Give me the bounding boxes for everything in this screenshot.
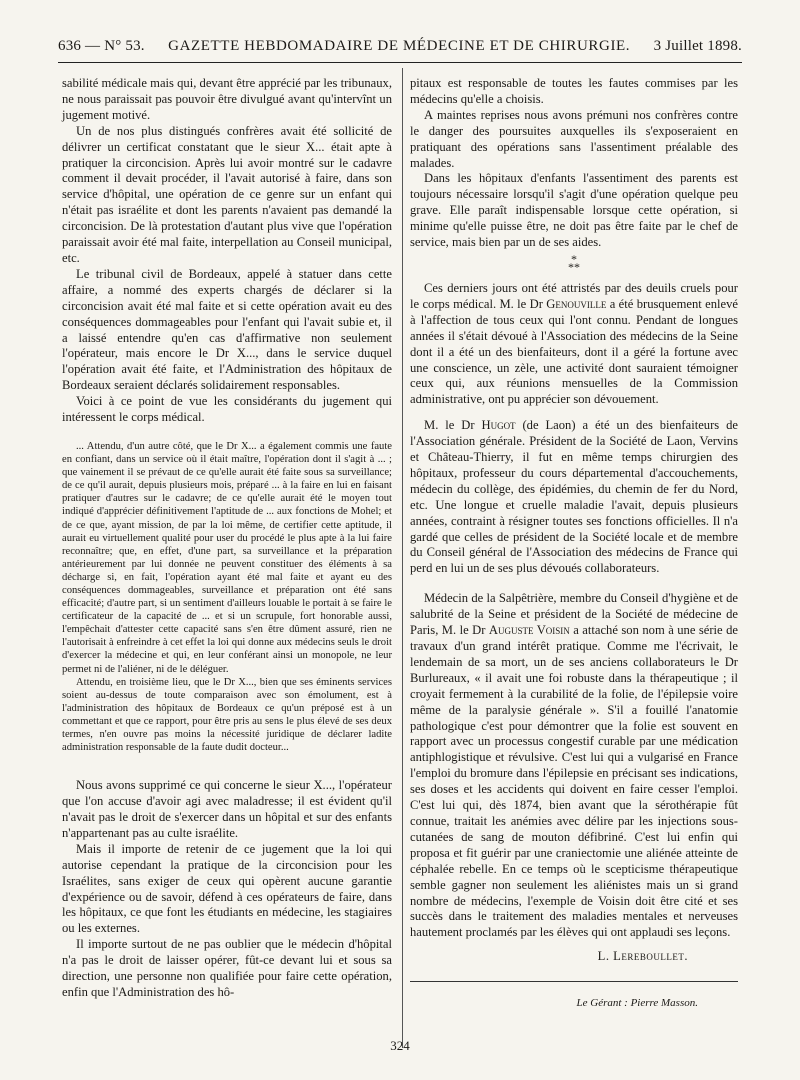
paragraph: Il importe surtout de ne pas oublier que le médecin d'hôpital n'a pas le droit de laisser opérer, fût-ce devant lui et sous sa direction, une personne non qualifiée pour faire cette opération, enfin que l'Administration des hô- xyxy=(62,937,392,999)
paragraph: Mais il importe de retenir de ce jugement que la loi qui autorise cependant la pratique de la circoncision pour les Israélites, sans exiger de ceux qui opèrent aucune garantie d'expérience ou de savoir, défend à ces opérateurs de faire, dans les hôpitaux, ce que font les étudiants en médecine, les stagiaires ou les externes. xyxy=(62,841,392,936)
person-name: Hugot xyxy=(481,418,516,433)
sheet-number: 324 xyxy=(390,1038,410,1053)
paragraph: pitaux est responsable de toutes les fautes commises par les médecins qu'elle a choisis. xyxy=(410,76,738,106)
asterism-right: * xyxy=(574,259,580,274)
author-signature: L. Lereboullet. xyxy=(597,949,688,964)
paragraph: Nous avons supprimé ce qui concerne le sieur X..., l'opérateur que l'on accuse d'avoir agi avec maladresse; il est évident qu'il n'avait pas le droit de s'exercer dans un hôpital et sur des enfants n'appartenant pas au culte israélite. xyxy=(62,778,392,840)
asterism-top: * xyxy=(571,251,577,266)
text-run: Médecin de la Salpêtrière, membre du Conseil d'hygiène et de salubrité de la Seine et président de la Société de médecine de Paris, M. le Dr xyxy=(410,591,738,638)
text-run: a été brusquement enlevé à l'affection de tous ceux qui l'ont connu. Pendant de longues années il s'était dévoué à l'Association des médecins de la Seine dont il a été un des bienfaiteurs, dont il a géré la fortune avec une conscience, un zèle, une activité dont sauraient témoigner ceux qui, aux réunions mensuelles de la Commission administrative, ont pu apprécier son dévouement. xyxy=(410,296,738,407)
page-number: 636 — N° 53. xyxy=(58,38,145,54)
right-column xyxy=(410,76,738,1012)
text-run: Ces derniers jours ont été attristés par des deuils cruels pour le corps médical. M. le Dr xyxy=(410,280,738,311)
judgment-quote: Attendu, en troisième lieu, que le Dr X..., bien que ses éminents services soient au-dessus de toute comparaison avec son émolument, est à l'administration des hôpitaux de Bordeaux ce qu'un préposé est à un commettant et que ce rapport, pour être pris au sens le plus élevé de ses deux termes, n'en ouvre pas moins la nécessité juridique de déclarer ladite administration responsable de la faute dudit docteur... xyxy=(62,676,392,754)
person-name: Genouville xyxy=(546,296,607,311)
paragraph: Le tribunal civil de Bordeaux, appelé à statuer dans cette affaire, a nommé des experts chargés de déclarer si la circoncision avait été mal faite et si cette opération avait eu des conséquences dommageables pour l'enfant qui l'avait subie et, il a laissé entendre qu'en cas d'affirmative non seulement l'opérateur, mais encore le Dr X..., dans le service duquel l'opération avait été faite, et l'Administration des hôpitaux de Bordeaux seraient déclarés solidairement responsables. xyxy=(62,266,392,393)
journal-title: GAZETTE HEBDOMADAIRE DE MÉDECINE ET DE CHIRURGIE. xyxy=(168,38,631,54)
left-column xyxy=(62,76,392,1001)
paragraph: A maintes reprises nous avons prémuni nos confrères contre le danger des poursuites auxquelles ils s'exposeraient en pratiquant des opérations sans l'assentiment préalable des malades. xyxy=(410,107,738,170)
person-name: Auguste Voisin xyxy=(488,623,570,638)
section-asterism xyxy=(410,251,738,274)
paragraph: Un de nos plus distingués confrères avait été sollicité de délivrer un certificat constatant que le sieur X... était apte à pratiquer la circoncision. Après lui avoir montré sur le cadavre comment il devait procéder, il l'avait autorisé à faire, dans son service d'hôpital, une opération de ce genre sur un enfant qui n'était pas israélite et dont les parents n'avaient pas demandé la circoncision. De là protestation d'autant plus vive que l'opération paraissait avoir été mal faite, interpellation au Conseil municipal, etc. xyxy=(62,123,392,265)
text-run: (de Laon) a été un des bienfaiteurs de l'Association générale. Président de la Société de Laon, Vervins et Château-Thierry, il fut en même temps chirurgien des hôpitaux, professeur du cours départemental d'accouchements, médecin du collège, des épidémies, du chemin de fer du Nord, etc. Une longue et cruelle maladie l'avait, depuis plusieurs années, contraint à résigner toutes ses fonctions officielles. Il n'a gardé que celles de président de la Société locale et de membre du Conseil général de l'Association des médecins de France qui perd en lui un de ses plus dévoués collaborateurs. xyxy=(410,418,738,576)
obituary-voisin xyxy=(410,591,738,941)
text-run: a attaché son nom à une série de travaux d'un grand intérêt pratique. Comme me l'écrivait, le lendemain de sa mort, un de ses anciens collaborateurs le Dr Burlureaux, « il avait une foi robuste dans la thérapeutique ; il croyait fermement à la curabilité de la folie, de l'épilepsie voire même de la paralysie générale ». S'il a fouillé l'anatomie pathologique c'est pour démontrer que la folie est souvent en rapport avec un processus congestif curable par une médication antiphlogistique et révulsive. C'est lui qui a vulgarisé en France l'emploi du bromure dans l'épilepsie en précisant ses indications, ses doses et les accidents qui doivent en faire cesser l'emploi. C'est lui qui, dès 1874, bien avant que la sérothérapie fût connue, traitait les anémies avec délire par les injections sous-cutanées de sang de mouton défibriné. C'est lui enfin qui proposa et fit guérir par une craniectomie une aliénée atteinte de céphalée rebelle. En ce temps où le scepticisme thérapeutique semble gagner non seulement les aliénistes mais un si grand nombre de médecins, l'exemple de Voisin doit être cité et ses succès dans le traitement des maladies mentales et nerveuses hautement proclamés par les élèves qui ont applaudi ses leçons. xyxy=(410,623,738,940)
judgment-quote: ... Attendu, d'un autre côté, que le Dr X... a également commis une faute en confiant, dans un service où il était maître, l'opération dont il s'agit à ... ; que vainement il se prévaut de ce qu'elle aurait été faite sous sa surveillance; de ce qu'il aurait, depuis plusieurs mois, préparé ... à la faire en lui en faisant pratiquer d'autres sur le cadavre; de ce qu'elle aurait été le moyen tout indiqué d'apprécier définitivement l'aptitude de ... aux fonctions de Mohel; et de ce que, ayant mission, de par la loi même, de certifier cette aptitude, il aurait eu virtuellement qualité pour user du procédé le plus apte à la lui faire reconnaître; que, en effet, d'une part, sa surveillance et la préparation antérieurement par lui donnée ne peuvent constituer des éléments à sa décharge si, en fait, l'opération ayant été mal faite et ayant eu des conséquences dommageables, surveillance et préparation ont été sans efficacité; d'autre part, si un sentiment d'ailleurs louable le portait à se faire le certificateur de la capacité de ... et si un scrupule, fort honorable aussi, l'empêchait d'attester cette capacité sans s'en être dûment assuré, rien ne l'autorisait à enfreindre à cet effet la loi qui donne aux médecins seuls le droit d'exercer la médecine et qui, en leur conférant ainsi un monopole, ne leur permet ni de l'aliéner, ni de le déléguer. xyxy=(62,440,392,675)
gerant-line: Le Gérant : Pierre Masson. xyxy=(576,997,698,1010)
asterism-bottom xyxy=(410,259,738,274)
column-divider xyxy=(402,68,403,1048)
running-header xyxy=(58,38,742,55)
obituary-hugot xyxy=(410,418,738,577)
issue-date: 3 Juillet 1898. xyxy=(653,38,742,54)
end-rule xyxy=(410,981,738,982)
header-rule xyxy=(58,62,742,63)
paragraph: Voici à ce point de vue les considérants du jugement qui intéressent le corps médical. xyxy=(62,394,392,425)
paragraph: sabilité médicale mais qui, devant être apprécié par les tribunaux, ne nous paraissait pas pouvoir être divulgué avant qu'intervînt un jugement motivé. xyxy=(62,76,392,122)
asterism-left: * xyxy=(568,259,574,274)
paragraph: Dans les hôpitaux d'enfants l'assentiment des parents est toujours nécessaire lorsqu'il s'agit d'une opération quelque peu grave. Elle paraît indispensable lorsque cette opération, si minime qu'elle puisse être, ne doit pas être faite par le chef de service, mais bien par un de ses aides. xyxy=(410,171,738,250)
obituary-genouville xyxy=(410,281,738,408)
text-run: M. le Dr xyxy=(424,418,475,433)
